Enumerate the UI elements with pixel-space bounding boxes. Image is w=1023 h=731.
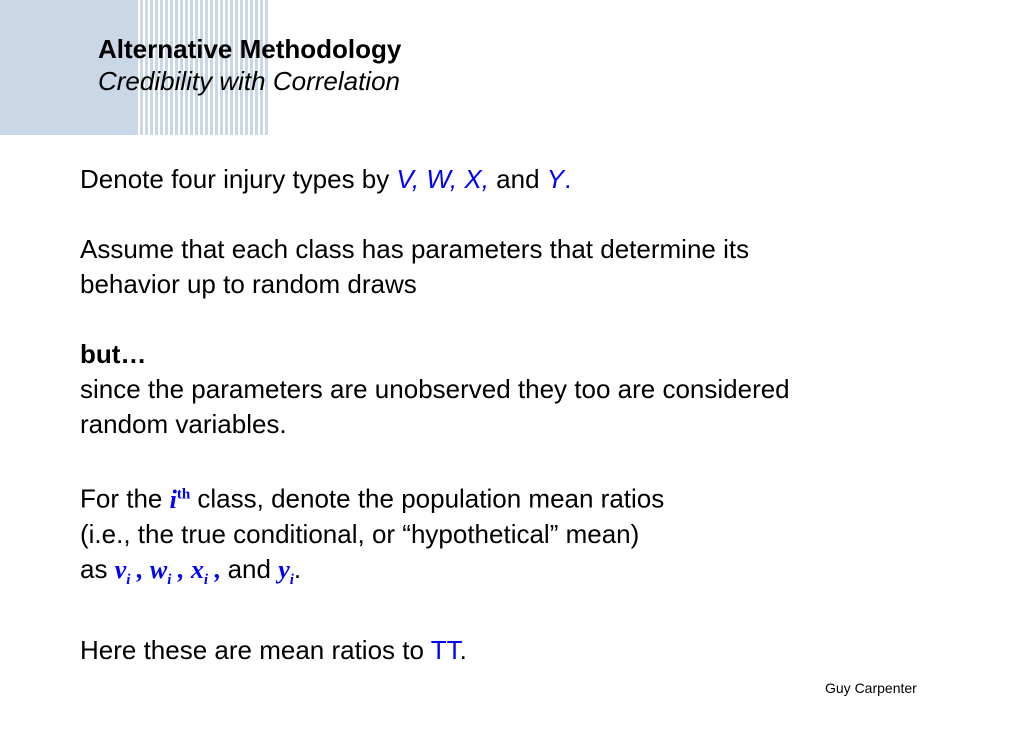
var-y: Y	[546, 164, 565, 194]
text-line: random variables.	[80, 409, 287, 439]
v-var: v	[114, 554, 127, 584]
text-span: as	[80, 553, 115, 584]
var-y-i	[278, 554, 294, 588]
spacer	[80, 598, 980, 633]
spacer	[80, 442, 980, 477]
spacer	[80, 302, 980, 337]
subscript-i: i	[167, 571, 172, 588]
subscript-i: i	[126, 571, 131, 588]
y-var: y	[278, 554, 290, 584]
slide-body	[80, 162, 980, 668]
text-line: (i.e., the true conditional, or “hypothetical” mean)	[80, 518, 640, 549]
tt-label: TT	[430, 634, 460, 665]
var-v-i	[114, 554, 228, 588]
footer-company: Guy Carpenter	[825, 680, 917, 696]
comma: ,	[130, 554, 150, 584]
w-var: w	[149, 554, 168, 584]
text-span: .	[293, 553, 302, 584]
text-line: behavior up to random draws	[80, 269, 417, 299]
th-superscript: th	[176, 486, 191, 502]
x-var: x	[190, 554, 204, 584]
spacer	[80, 197, 980, 232]
text-span: .	[564, 164, 572, 194]
text-span: For the	[80, 483, 170, 514]
paragraph-injury-types	[80, 162, 980, 197]
comma: ,	[208, 554, 228, 584]
text-line: Assume that each class has parameters that determine its	[80, 234, 750, 264]
text-span: and	[488, 164, 547, 194]
slide-subtitle: Credibility with Correlation	[98, 66, 400, 96]
text-span: .	[459, 634, 467, 665]
text-span: and	[227, 553, 279, 584]
paragraph-parameters	[80, 232, 980, 302]
slide-header	[98, 33, 401, 97]
text-span: Denote four injury types by	[80, 164, 397, 194]
paragraph-tt	[80, 633, 980, 668]
vars-vwx: V, W, X,	[396, 164, 489, 194]
paragraph-but	[80, 337, 980, 442]
i-var: i	[169, 484, 177, 514]
subscript-i: i	[289, 571, 294, 588]
text-line: since the parameters are unobserved they too are considered	[80, 374, 790, 404]
comma: ,	[171, 554, 191, 584]
subscript-i: i	[203, 571, 209, 588]
ith-notation	[170, 485, 191, 514]
text-span: class, denote the population mean ratios	[190, 483, 665, 514]
slide-title: Alternative Methodology	[98, 34, 402, 64]
paragraph-mean-ratios	[80, 477, 980, 598]
but-label: but…	[80, 339, 147, 369]
text-span: Here these are mean ratios to	[80, 634, 431, 665]
